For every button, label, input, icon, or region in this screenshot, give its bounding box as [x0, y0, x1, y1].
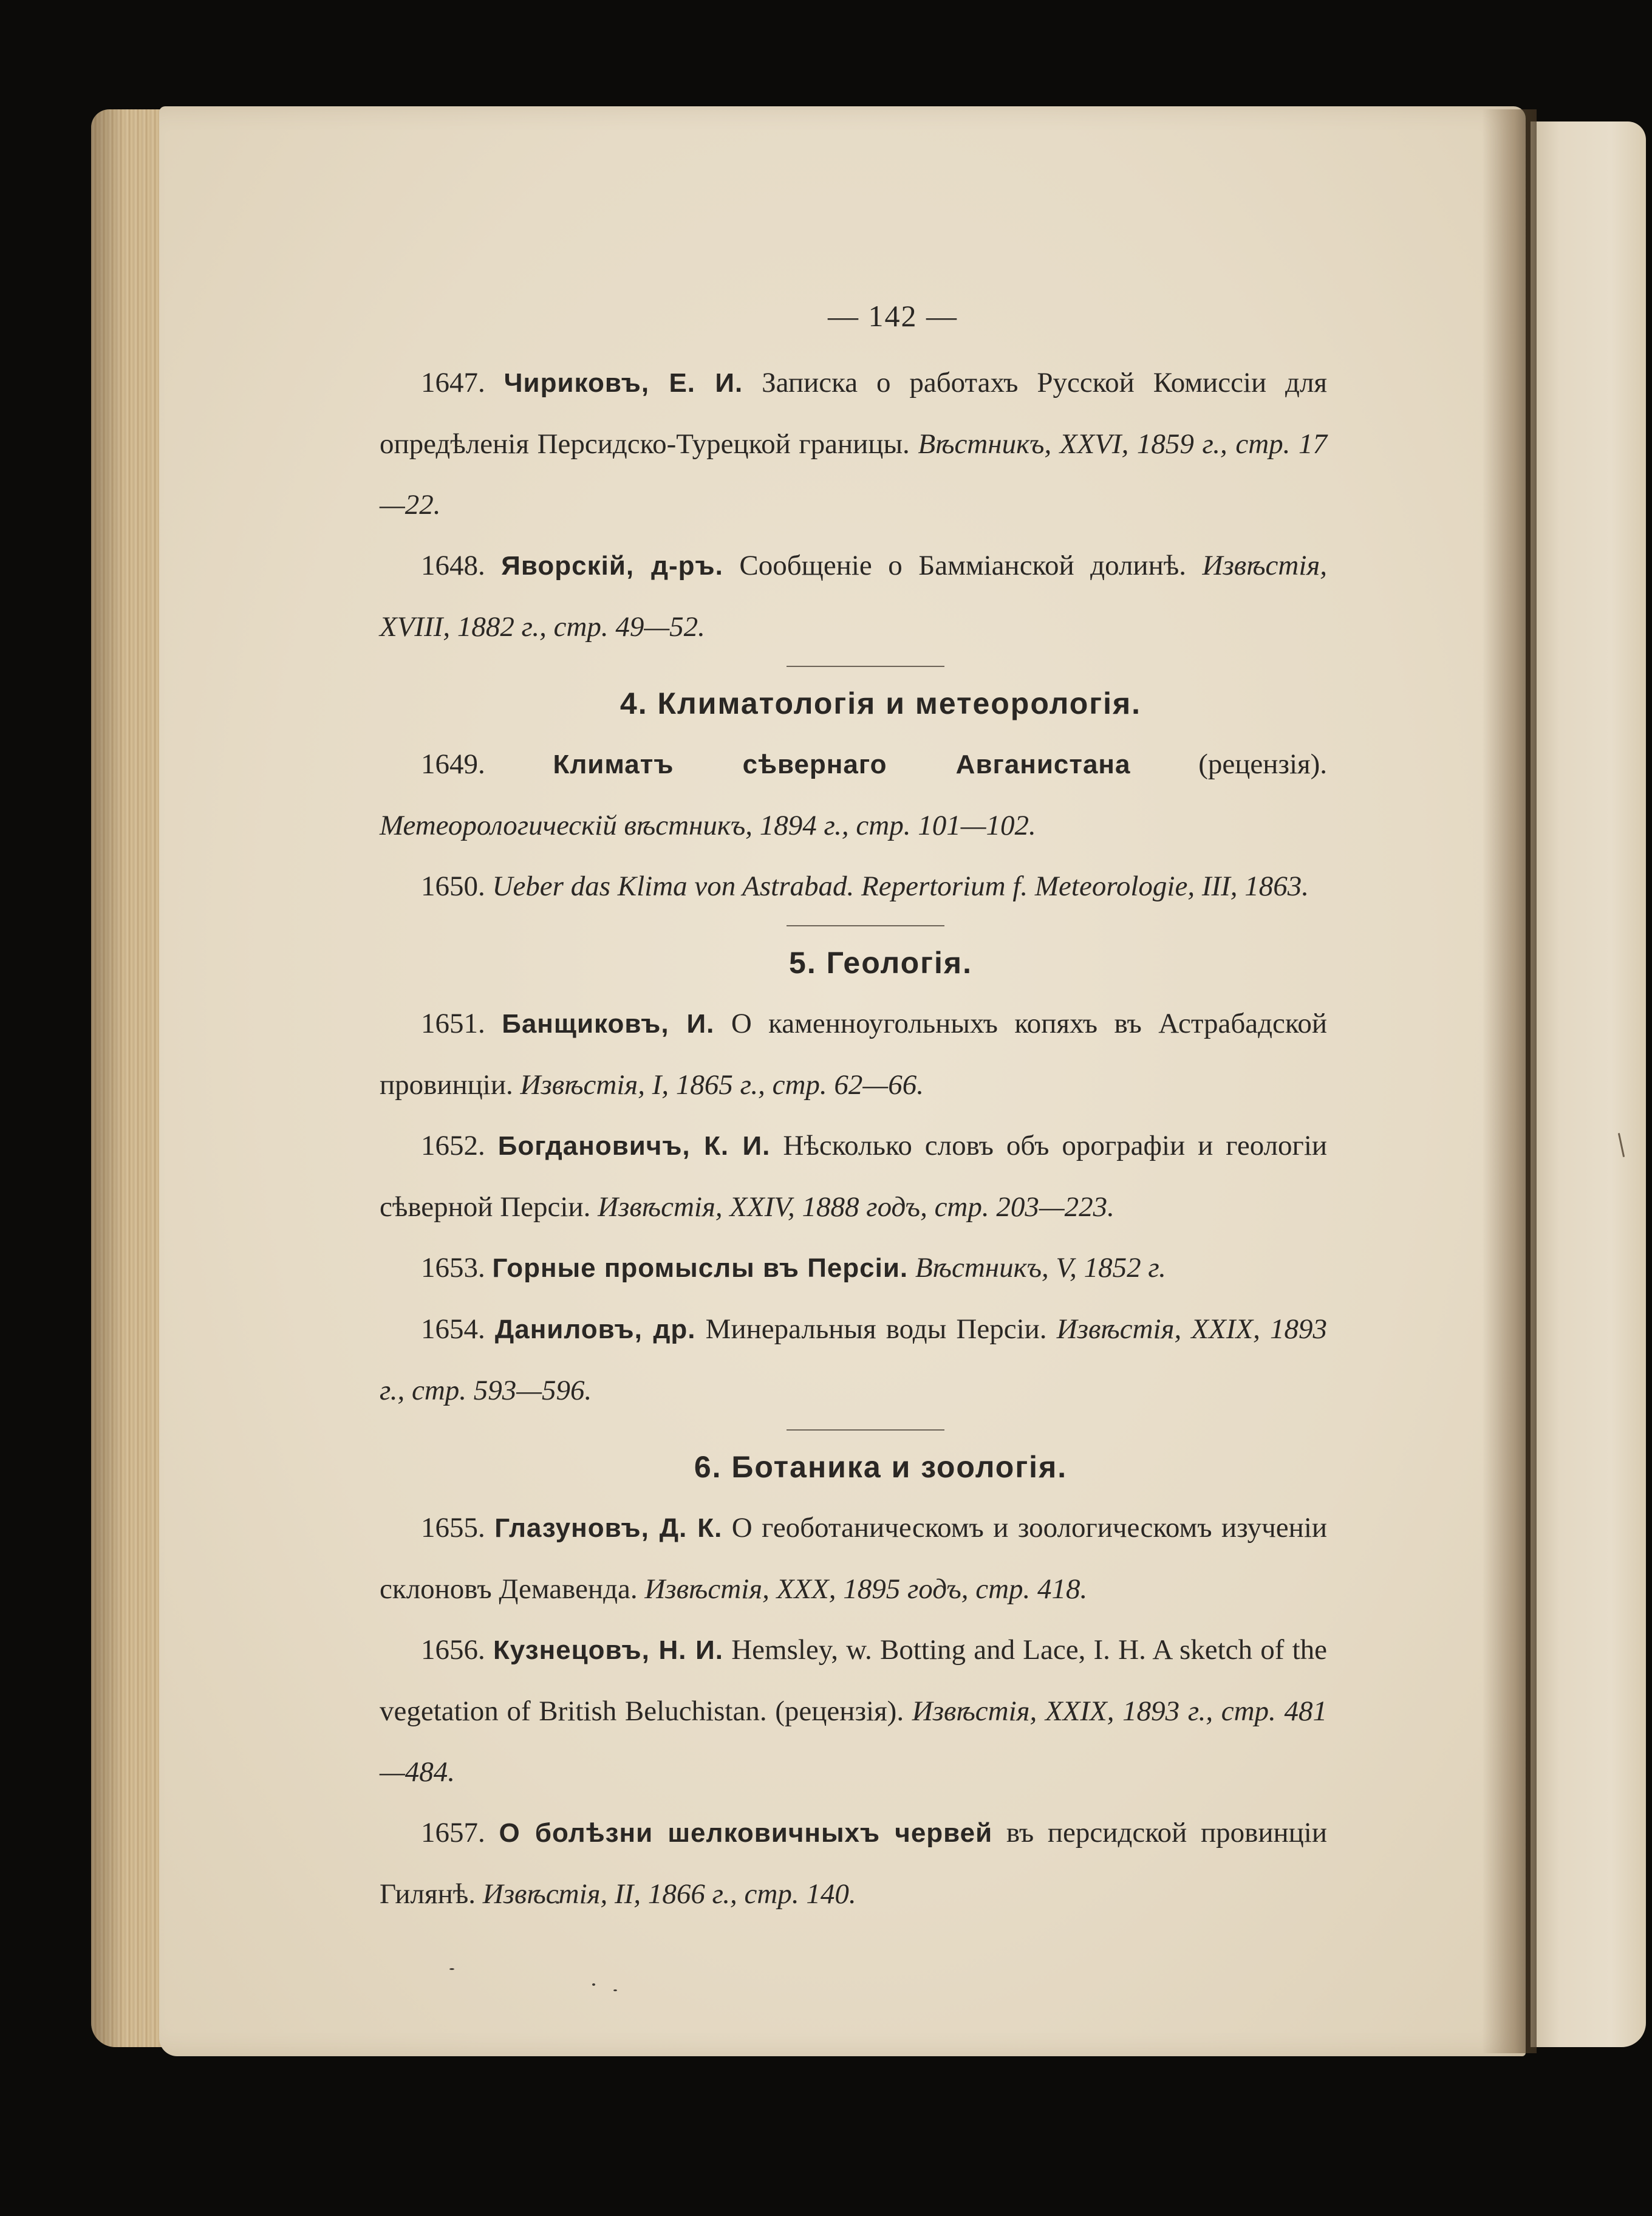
bibliography-entry — [380, 1115, 1327, 1237]
entry-source: Ueber das Klima von Astrabad. Repertorium f. Meteorologie, III, 1863. — [492, 870, 1309, 902]
entry-source: Извѣстія, XXIV, 1888 годъ, стр. 203—223. — [598, 1191, 1114, 1223]
entry-description: О геоботаническомъ и зоологическомъ изученіи склоновъ Демавенда. — [380, 1512, 1328, 1605]
page-gutter — [1482, 109, 1537, 2053]
entry-author: Климатъ сѣвернаго Авганистана — [553, 750, 1131, 779]
entry-number: 1650. — [421, 870, 485, 902]
entry-author: Кузнецовъ, Н. И. — [493, 1635, 723, 1665]
ink-speck — [449, 1968, 454, 1970]
entry-source: Извѣстія, XXIX, 1893 г., стр. 481—484. — [380, 1695, 1327, 1788]
bibliography-entry — [380, 1802, 1327, 1924]
entry-number: 1652. — [421, 1130, 485, 1161]
section-title: 5. Геологія. — [789, 946, 972, 980]
entry-source: Вѣстникъ, V, 1852 г. — [915, 1252, 1166, 1284]
entry-number: 1656. — [421, 1634, 485, 1666]
entry-number: 1653. — [421, 1252, 485, 1284]
entry-description: О каменноугольныхъ копяхъ въ Астрабадской провинціи. — [380, 1008, 1328, 1101]
entry-number: 1657. — [421, 1817, 485, 1848]
bibliography-entry — [380, 1497, 1327, 1619]
entry-number: 1655. — [421, 1512, 485, 1544]
entry-description: Записка о работахъ Русской Комиссіи для опредѣленія Персидско-Турецкой границы. — [380, 367, 1328, 460]
entry-number: 1647. — [421, 367, 485, 398]
entry-source: Извѣстія, I, 1865 г., стр. 62—66. — [520, 1069, 924, 1101]
entry-number: 1654. — [421, 1313, 485, 1345]
section-title: 6. Ботаника и зоологія. — [694, 1450, 1068, 1484]
bibliography-entry — [380, 993, 1327, 1115]
bibliography-entry — [380, 352, 1327, 535]
entry-description: въ персидской провинціи Гилянѣ. — [380, 1817, 1328, 1910]
section-divider — [787, 666, 944, 667]
entry-source: Метеорологическій вѣстникъ, 1894 г., стр. 101—102. — [380, 810, 1036, 841]
entry-author: Горные промыслы въ Персіи. — [492, 1253, 909, 1283]
ink-speck — [613, 1989, 617, 1991]
entry-author: Даниловъ, др. — [494, 1315, 696, 1344]
page-number: — 142 — — [828, 299, 958, 333]
bibliography-entry — [380, 1237, 1327, 1299]
entry-source: Извѣстія, II, 1866 г., стр. 140. — [482, 1878, 856, 1910]
bibliography-entry — [380, 856, 1327, 917]
entry-author: Банщиковъ, И. — [502, 1009, 715, 1039]
bibliography-entry — [380, 734, 1327, 856]
bibliography-entry — [380, 1619, 1327, 1802]
entry-source: Извѣстія, XXIX, 1893 г., стр. 593—596. — [380, 1313, 1328, 1406]
ink-speck — [592, 1983, 595, 1986]
entry-source: Вѣстникъ, XXVI, 1859 г., стр. 17—22. — [380, 428, 1328, 521]
entry-description: Hemsley, w. Botting and Lace, I. H. A sketch of the vegetation of British Beluchistan. (рецензія). — [380, 1634, 1328, 1727]
entry-source: Извѣстія, XXX, 1895 годъ, стр. 418. — [644, 1573, 1088, 1605]
bibliography-list — [380, 352, 1327, 1924]
entry-number: 1649. — [421, 748, 485, 780]
bibliography-entry — [380, 535, 1327, 657]
entry-number: 1651. — [421, 1008, 485, 1039]
section-divider — [787, 925, 944, 926]
entry-description: Нѣсколько словъ объ орографіи и геологіи сѣверной Персіи. — [380, 1130, 1328, 1223]
entry-author: Чириковъ, Е. И. — [503, 368, 743, 398]
page-text — [380, 292, 1327, 1924]
entry-description: Минеральныя воды Персіи. — [705, 1313, 1047, 1345]
entry-author: Яворскій, д-ръ. — [501, 551, 723, 581]
entry-description: (рецензія). — [1198, 748, 1328, 780]
section-title: 4. Климатологія и метеорологія. — [620, 686, 1142, 720]
section-divider — [787, 1429, 944, 1431]
entry-source: Извѣстія, XVIII, 1882 г., стр. 49—52. — [380, 550, 1328, 643]
bibliography-entry — [380, 1299, 1327, 1421]
entry-author: О болѣзни шелковичныхъ червей — [499, 1818, 993, 1848]
facing-page — [1531, 121, 1646, 2047]
entry-number: 1648. — [421, 550, 485, 581]
entry-description: Сообщеніе о Бамміанской долинѣ. — [739, 550, 1186, 581]
entry-author: Глазуновъ, Д. К. — [494, 1513, 723, 1543]
entry-author: Богдановичъ, К. И. — [497, 1131, 771, 1161]
